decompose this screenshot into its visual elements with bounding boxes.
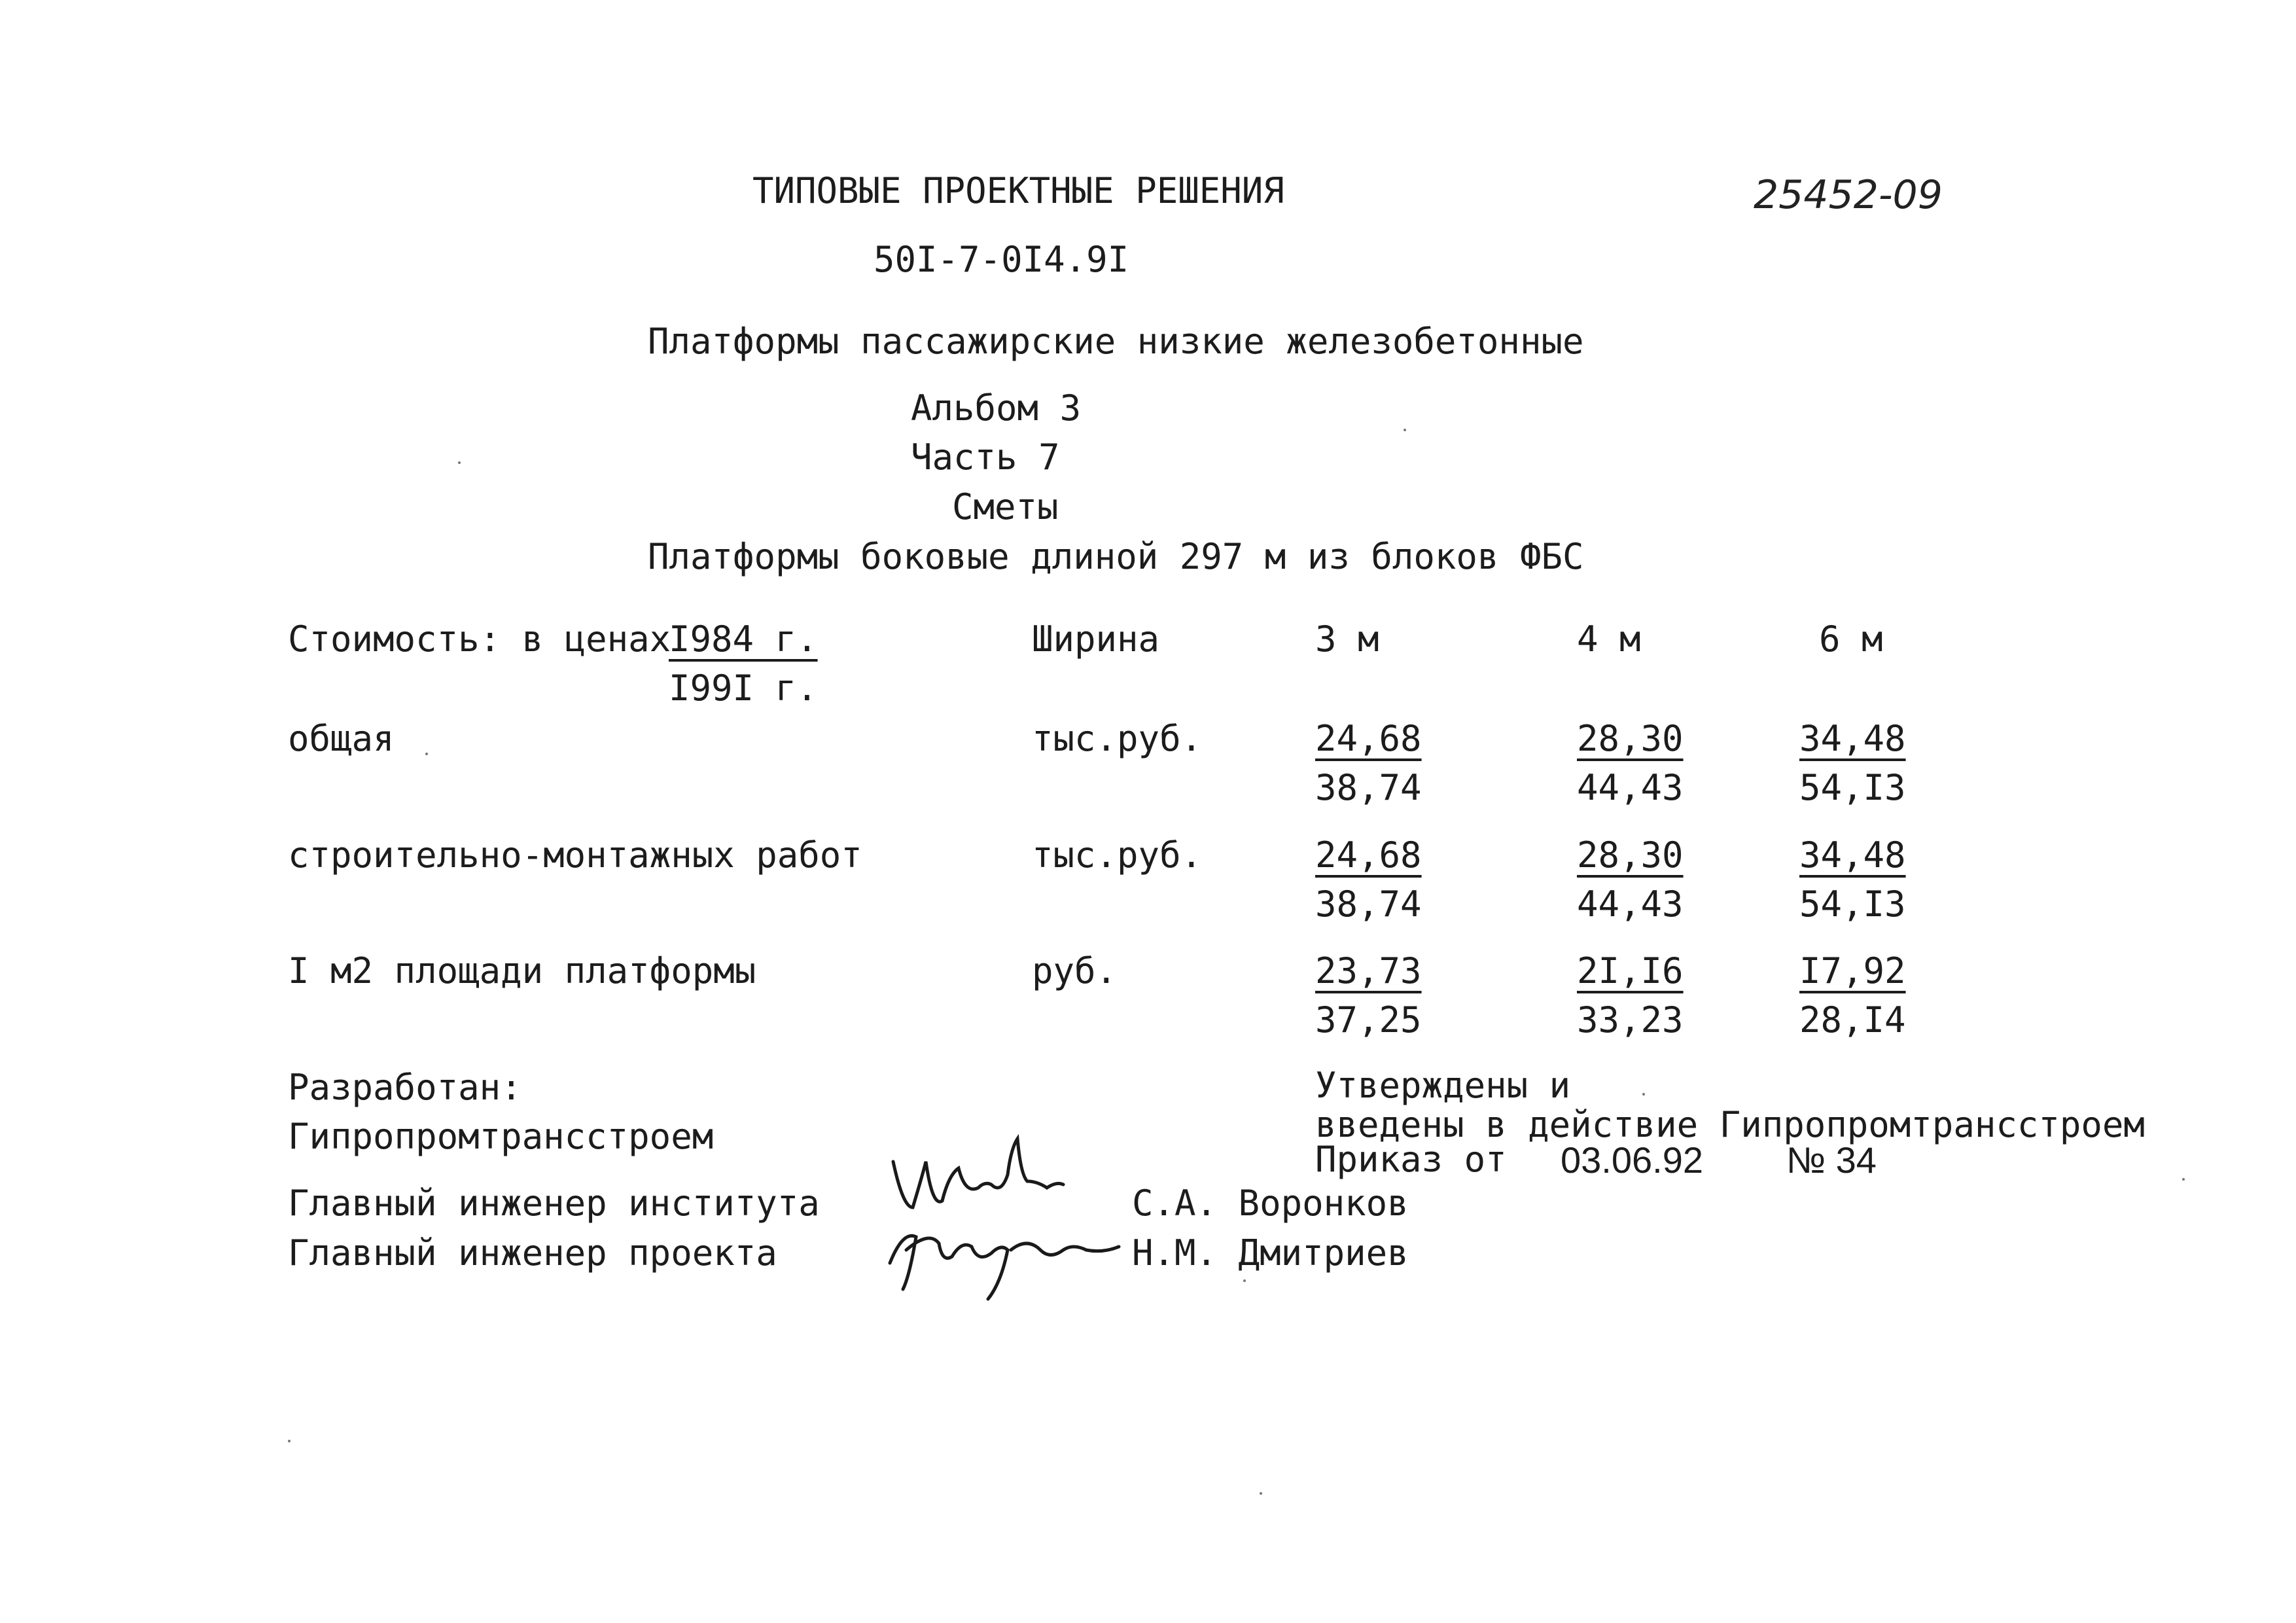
value-1984: 34,48	[1799, 718, 1906, 759]
value-1984: 23,73	[1315, 950, 1422, 991]
row-label-construction: строительно-монтажных работ	[288, 834, 862, 876]
price-year-1984: I984 г.	[669, 618, 818, 660]
row-unit: тыс.руб.	[1032, 834, 1203, 876]
signatory-role: Главный инженер проекта	[288, 1232, 777, 1274]
document-title: Платформы пассажирские низкие железобетонные	[648, 321, 1584, 362]
approval-line-2: введены в действие Гипропромтрансстроем	[1315, 1104, 2145, 1145]
value-1991: 54,I3	[1799, 767, 1906, 808]
order-label: Приказ от	[1315, 1139, 1507, 1180]
registration-number: 25452-09	[1754, 172, 1943, 218]
column-header-4m: 4 м	[1577, 618, 1641, 660]
signatory-role: Главный инженер института	[288, 1183, 820, 1224]
row-unit: руб.	[1032, 950, 1118, 991]
signatory-name: Н.М. Дмитриев	[1132, 1232, 1409, 1274]
value-1984: 28,30	[1577, 718, 1684, 759]
value-1984: 24,68	[1315, 718, 1422, 759]
signatory-name: С.А. Воронков	[1132, 1183, 1409, 1224]
value-1991: 44,43	[1577, 883, 1684, 925]
column-header-3m: 3 м	[1315, 618, 1379, 660]
row-unit: тыс.руб.	[1032, 718, 1203, 759]
section-label: Сметы	[952, 486, 1059, 527]
value-1984: 28,30	[1577, 834, 1684, 876]
value-1991: 54,I3	[1799, 883, 1906, 925]
order-date: 03.06.92	[1561, 1139, 1703, 1181]
price-year-1991: I99I г.	[669, 668, 818, 709]
developer-label: Разработан:	[288, 1067, 522, 1108]
project-code: 50I-7-0I4.9I	[874, 239, 1129, 280]
approval-line-1: Утверждены и	[1315, 1065, 1571, 1106]
cost-label: Стоимость: в ценах	[288, 618, 671, 660]
row-label-total: общая	[288, 718, 395, 759]
value-1991: 33,23	[1577, 999, 1684, 1041]
order-number: № 34	[1786, 1139, 1877, 1181]
row-label-per-m2: I м2 площади платформы	[288, 950, 756, 991]
value-1991: 38,74	[1315, 767, 1422, 808]
value-1984: 34,48	[1799, 834, 1906, 876]
subject-title: Платформы боковые длиной 297 м из блоков ФБС	[648, 536, 1584, 577]
value-1991: 28,I4	[1799, 999, 1906, 1041]
series-title: ТИПОВЫЕ ПРОЕКТНЫЕ РЕШЕНИЯ	[752, 170, 1284, 211]
value-1991: 38,74	[1315, 883, 1422, 925]
value-1984: I7,92	[1799, 950, 1906, 991]
value-1991: 37,25	[1315, 999, 1422, 1041]
value-1984: 24,68	[1315, 834, 1422, 876]
handwritten-signature-2	[877, 1204, 1125, 1305]
part-label: Часть 7	[911, 437, 1060, 478]
value-1984: 2I,I6	[1577, 950, 1684, 991]
album-label: Альбом 3	[911, 387, 1082, 429]
value-1991: 44,43	[1577, 767, 1684, 808]
column-header-6m: 6 м	[1819, 618, 1883, 660]
developer-org: Гипропромтрансстроем	[288, 1116, 714, 1157]
width-label: Ширина	[1032, 618, 1160, 660]
